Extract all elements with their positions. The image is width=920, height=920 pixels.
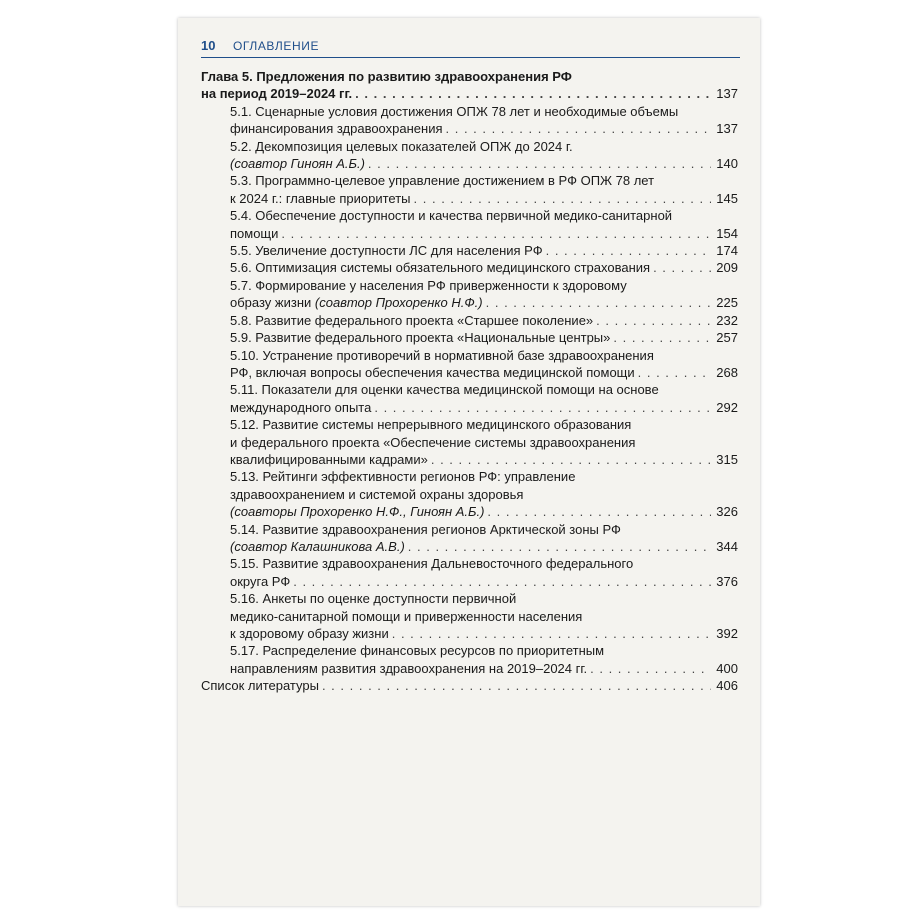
toc-line: 5.4. Обеспечение доступности и качества первичной медико-санитарной: [230, 208, 673, 224]
dot-leader: [596, 312, 711, 329]
toc-line: 5.11. Показатели для оценки качества медицинской помощи на основе: [230, 382, 659, 398]
page-ref: 406: [716, 678, 738, 694]
table-of-contents: [201, 68, 738, 695]
toc-chapter[interactable]: [201, 68, 738, 103]
toc-line: 5.13. Рейтинги эффективности регионов РФ: управление: [230, 469, 576, 485]
page-ref: 174: [716, 243, 738, 259]
toc-entry[interactable]: [201, 329, 738, 346]
toc-line: финансирования здравоохранения: [230, 121, 443, 137]
toc-line: 5.8. Развитие федерального проекта «Старшее поколение»: [230, 312, 594, 328]
page-ref: 137: [716, 86, 738, 102]
toc-entry[interactable]: [201, 468, 738, 520]
page-ref: 145: [716, 190, 738, 206]
toc-line-text: образу жизни: [230, 295, 315, 311]
toc-line: РФ, включая вопросы обеспечения качества медицинской помощи: [230, 364, 635, 380]
toc-entry[interactable]: [201, 242, 738, 259]
toc-line: 5.14. Развитие здравоохранения регионов Арктической зоны РФ: [230, 521, 621, 537]
toc-entry[interactable]: [201, 138, 738, 173]
toc-line: 5.17. Распределение финансовых ресурсов по приоритетным: [230, 643, 605, 659]
dot-leader: [355, 85, 711, 102]
toc-line: здравоохранением и системой охраны здоровья: [230, 486, 524, 502]
dot-leader: [281, 225, 711, 242]
page-ref: 344: [716, 538, 738, 554]
toc-line: международного опыта: [230, 399, 372, 415]
toc-line: 5.2. Декомпозиция целевых показателей ОПЖ до 2024 г.: [230, 138, 573, 154]
page-ref: 400: [716, 660, 738, 676]
page-ref: 268: [716, 364, 738, 380]
toc-entry[interactable]: [201, 381, 738, 416]
toc-entry[interactable]: [201, 590, 738, 642]
toc-entry[interactable]: [201, 277, 738, 312]
page-ref: 257: [716, 330, 738, 346]
dot-leader: [486, 294, 711, 311]
toc-line: 5.1. Сценарные условия достижения ОПЖ 78 лет и необходимые объемы: [230, 103, 679, 119]
toc-line: 5.6. Оптимизация системы обязательного медицинского страхования: [230, 260, 651, 276]
page-ref: 292: [716, 399, 738, 415]
toc-entry[interactable]: [201, 103, 738, 138]
dot-leader: [613, 329, 711, 346]
dot-leader: [431, 451, 711, 468]
header-rule: [201, 57, 740, 58]
toc-line: медико-санитарной помощи и приверженности населения: [230, 608, 583, 624]
dot-leader: [546, 242, 711, 259]
toc-line: [230, 294, 483, 311]
book-page: [178, 18, 760, 906]
toc-line: (соавтор Калашникова А.В.): [230, 538, 405, 554]
page-ref: 137: [716, 121, 738, 137]
toc-line: квалифицированными кадрами»: [230, 451, 428, 467]
toc-entry[interactable]: [201, 207, 738, 242]
dot-leader: [322, 677, 711, 694]
toc-entry[interactable]: [201, 642, 738, 677]
dot-leader: [638, 364, 711, 381]
toc-entry[interactable]: [201, 521, 738, 556]
toc-references[interactable]: [201, 677, 738, 694]
page-ref: 392: [716, 626, 738, 641]
toc-line: 5.7. Формирование у населения РФ приверженности к здоровому: [230, 277, 627, 293]
toc-line: к здоровому образу жизни: [230, 626, 389, 641]
dot-leader: [408, 538, 711, 555]
toc-line: 5.12. Развитие системы непрерывного медицинского образования: [230, 417, 632, 433]
toc-entry[interactable]: [201, 555, 738, 590]
toc-entry[interactable]: [201, 172, 738, 207]
running-title: ОГЛАВЛЕНИЕ: [233, 39, 320, 53]
dot-leader: [374, 399, 711, 416]
page-ref: 376: [716, 573, 738, 589]
dot-leader: [446, 120, 712, 137]
toc-line: 5.16. Анкеты по оценке доступности первичной: [230, 591, 517, 607]
coauthor-note: (соавтор Прохоренко Н.Ф.): [314, 295, 483, 311]
toc-line: Список литературы: [201, 678, 319, 694]
toc-line: 5.5. Увеличение доступности ЛС для населения РФ: [230, 243, 543, 259]
toc-entry[interactable]: [201, 416, 738, 468]
page-header: [201, 36, 740, 56]
toc-line: и федерального проекта «Обеспечение системы здравоохранения: [230, 434, 636, 450]
dot-leader: [368, 155, 711, 172]
toc-entry[interactable]: [201, 259, 738, 276]
dot-leader: [653, 259, 711, 276]
page-number: 10: [201, 38, 216, 53]
toc-line: 5.15. Развитие здравоохранения Дальневосточного федерального: [230, 556, 634, 572]
toc-line: помощи: [230, 225, 279, 241]
page-ref: 315: [716, 451, 738, 467]
toc-line: округа РФ: [230, 573, 291, 589]
page-ref: 140: [716, 156, 738, 172]
toc-line: 5.9. Развитие федерального проекта «Национальные центры»: [230, 330, 611, 346]
page-ref: 225: [716, 295, 738, 311]
toc-line: 5.10. Устранение противоречий в нормативной базе здравоохранения: [230, 347, 654, 363]
toc-entry[interactable]: [201, 347, 738, 382]
toc-line: (соавторы Прохоренко Н.Ф., Гиноян А.Б.): [230, 504, 485, 520]
toc-line: Глава 5. Предложения по развитию здравоохранения РФ: [201, 69, 572, 84]
dot-leader: [487, 503, 711, 520]
dot-leader: [293, 573, 711, 590]
page-ref: 232: [716, 312, 738, 328]
page-ref: 326: [716, 504, 738, 520]
toc-line: на период 2019–2024 гг.: [201, 86, 353, 102]
toc-line: направлениям развития здравоохранения на 2019–2024 гг.: [230, 660, 588, 676]
page-ref: 209: [716, 260, 738, 276]
dot-leader: [392, 625, 711, 642]
toc-line: (соавтор Гиноян А.Б.): [230, 156, 365, 172]
toc-line: 5.3. Программно-целевое управление достижением в РФ ОПЖ 78 лет: [230, 173, 655, 189]
dot-leader: [590, 660, 711, 677]
toc-entry[interactable]: [201, 312, 738, 329]
page-ref: 154: [716, 225, 738, 241]
toc-line: к 2024 г.: главные приоритеты: [230, 190, 411, 206]
dot-leader: [414, 190, 711, 207]
